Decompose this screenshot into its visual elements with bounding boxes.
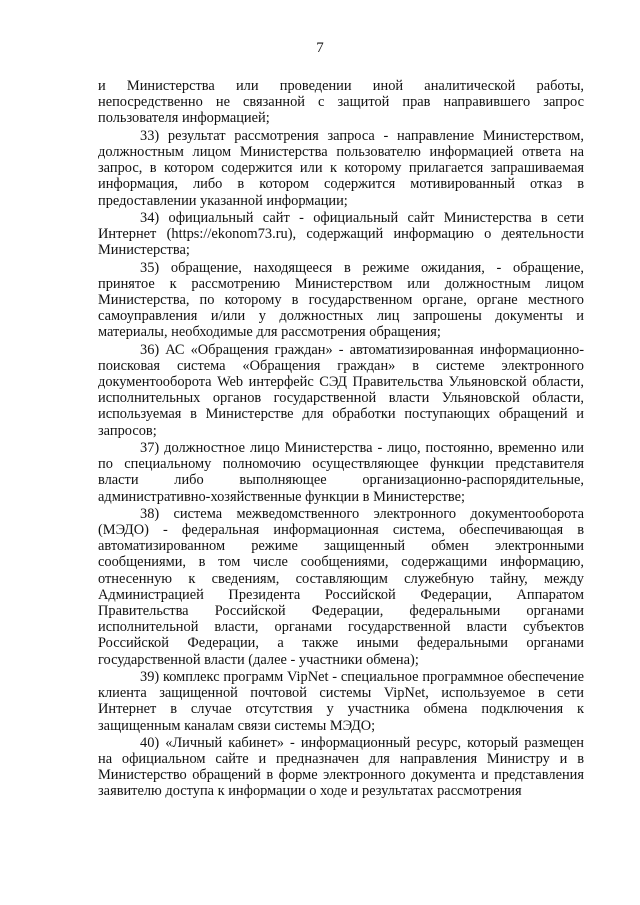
paragraph-38: 38) система межведомственного электронного документооборота (МЭДО) - федеральная информационная система, обеспечивающая в автоматизированном режиме защищенный обмен электронными сообщениями, в том числе сообщениями, содержащими информацию, отнесенную к сведениям, составляющим служебную тайну, между Администрацией Президента Российской Федерации, Аппаратом Правительства Российской Федерации, федеральными органами исполнительной власти, органами государственной власти субъектов Российской Федерации, а также иными федеральными органами государственной власти (далее - участники обмена); [98, 505, 584, 668]
paragraph-continuation: и Министерства или проведении иной аналитической работы, непосредственно не связанной с защитой прав направившего запрос пользователя информацией; [98, 78, 584, 127]
page-number: 7 [316, 40, 324, 56]
paragraph-36: 36) АС «Обращения граждан» - автоматизированная информационно-поисковая система «Обращения граждан» в системе электронного документооборота Web интерфейс СЭД Правительства Ульяновской области, исполнительных органов государственной власти Ульяновской области, используемая в Министерстве для обработки поступающих обращений и запросов; [98, 341, 584, 439]
paragraph-39: 39) комплекс программ VipNet - специальное программное обеспечение клиента защищенной почтовой системы VipNet, используемое в сети Интернет в случае отсутствия у участника обмена подключения к защищенным каналам связи системы МЭДО; [98, 668, 584, 734]
paragraph-35: 35) обращение, находящееся в режиме ожидания, - обращение, принятое к рассмотрению Министерством или должностным лицом Министерства, по которому в государственном органе, органе местного самоуправления и/или у должностных лиц запрошены документы и материалы, необходимые для рассмотрения обращения; [98, 259, 584, 341]
document-body [98, 78, 584, 801]
paragraph-34: 34) официальный сайт - официальный сайт Министерства в сети Интернет (https://ekonom73.ru), содержащий информацию о деятельности Министерства; [98, 209, 584, 259]
paragraph-33: 33) результат рассмотрения запроса - направление Министерством, должностным лицом Министерства пользователю информацией ответа на запрос, в котором содержится или к которому прилагается запрашиваемая информация, либо в котором содержится мотивированный отказ в предоставлении указанной информации; [98, 127, 584, 209]
paragraph-40: 40) «Личный кабинет» - информационный ресурс, который размещен на официальном сайте и предназначен для направления Министру и в Министерство обращений в форме электронного документа и представления заявителю доступа к информации о ходе и результатах рассмотрения [98, 734, 584, 800]
paragraph-37: 37) должностное лицо Министерства - лицо, постоянно, временно или по специальному полномочию осуществляющее функции представителя власти либо выполняющее организационно-распорядительные, административно-хозяйственные функции в Министерстве; [98, 439, 584, 505]
